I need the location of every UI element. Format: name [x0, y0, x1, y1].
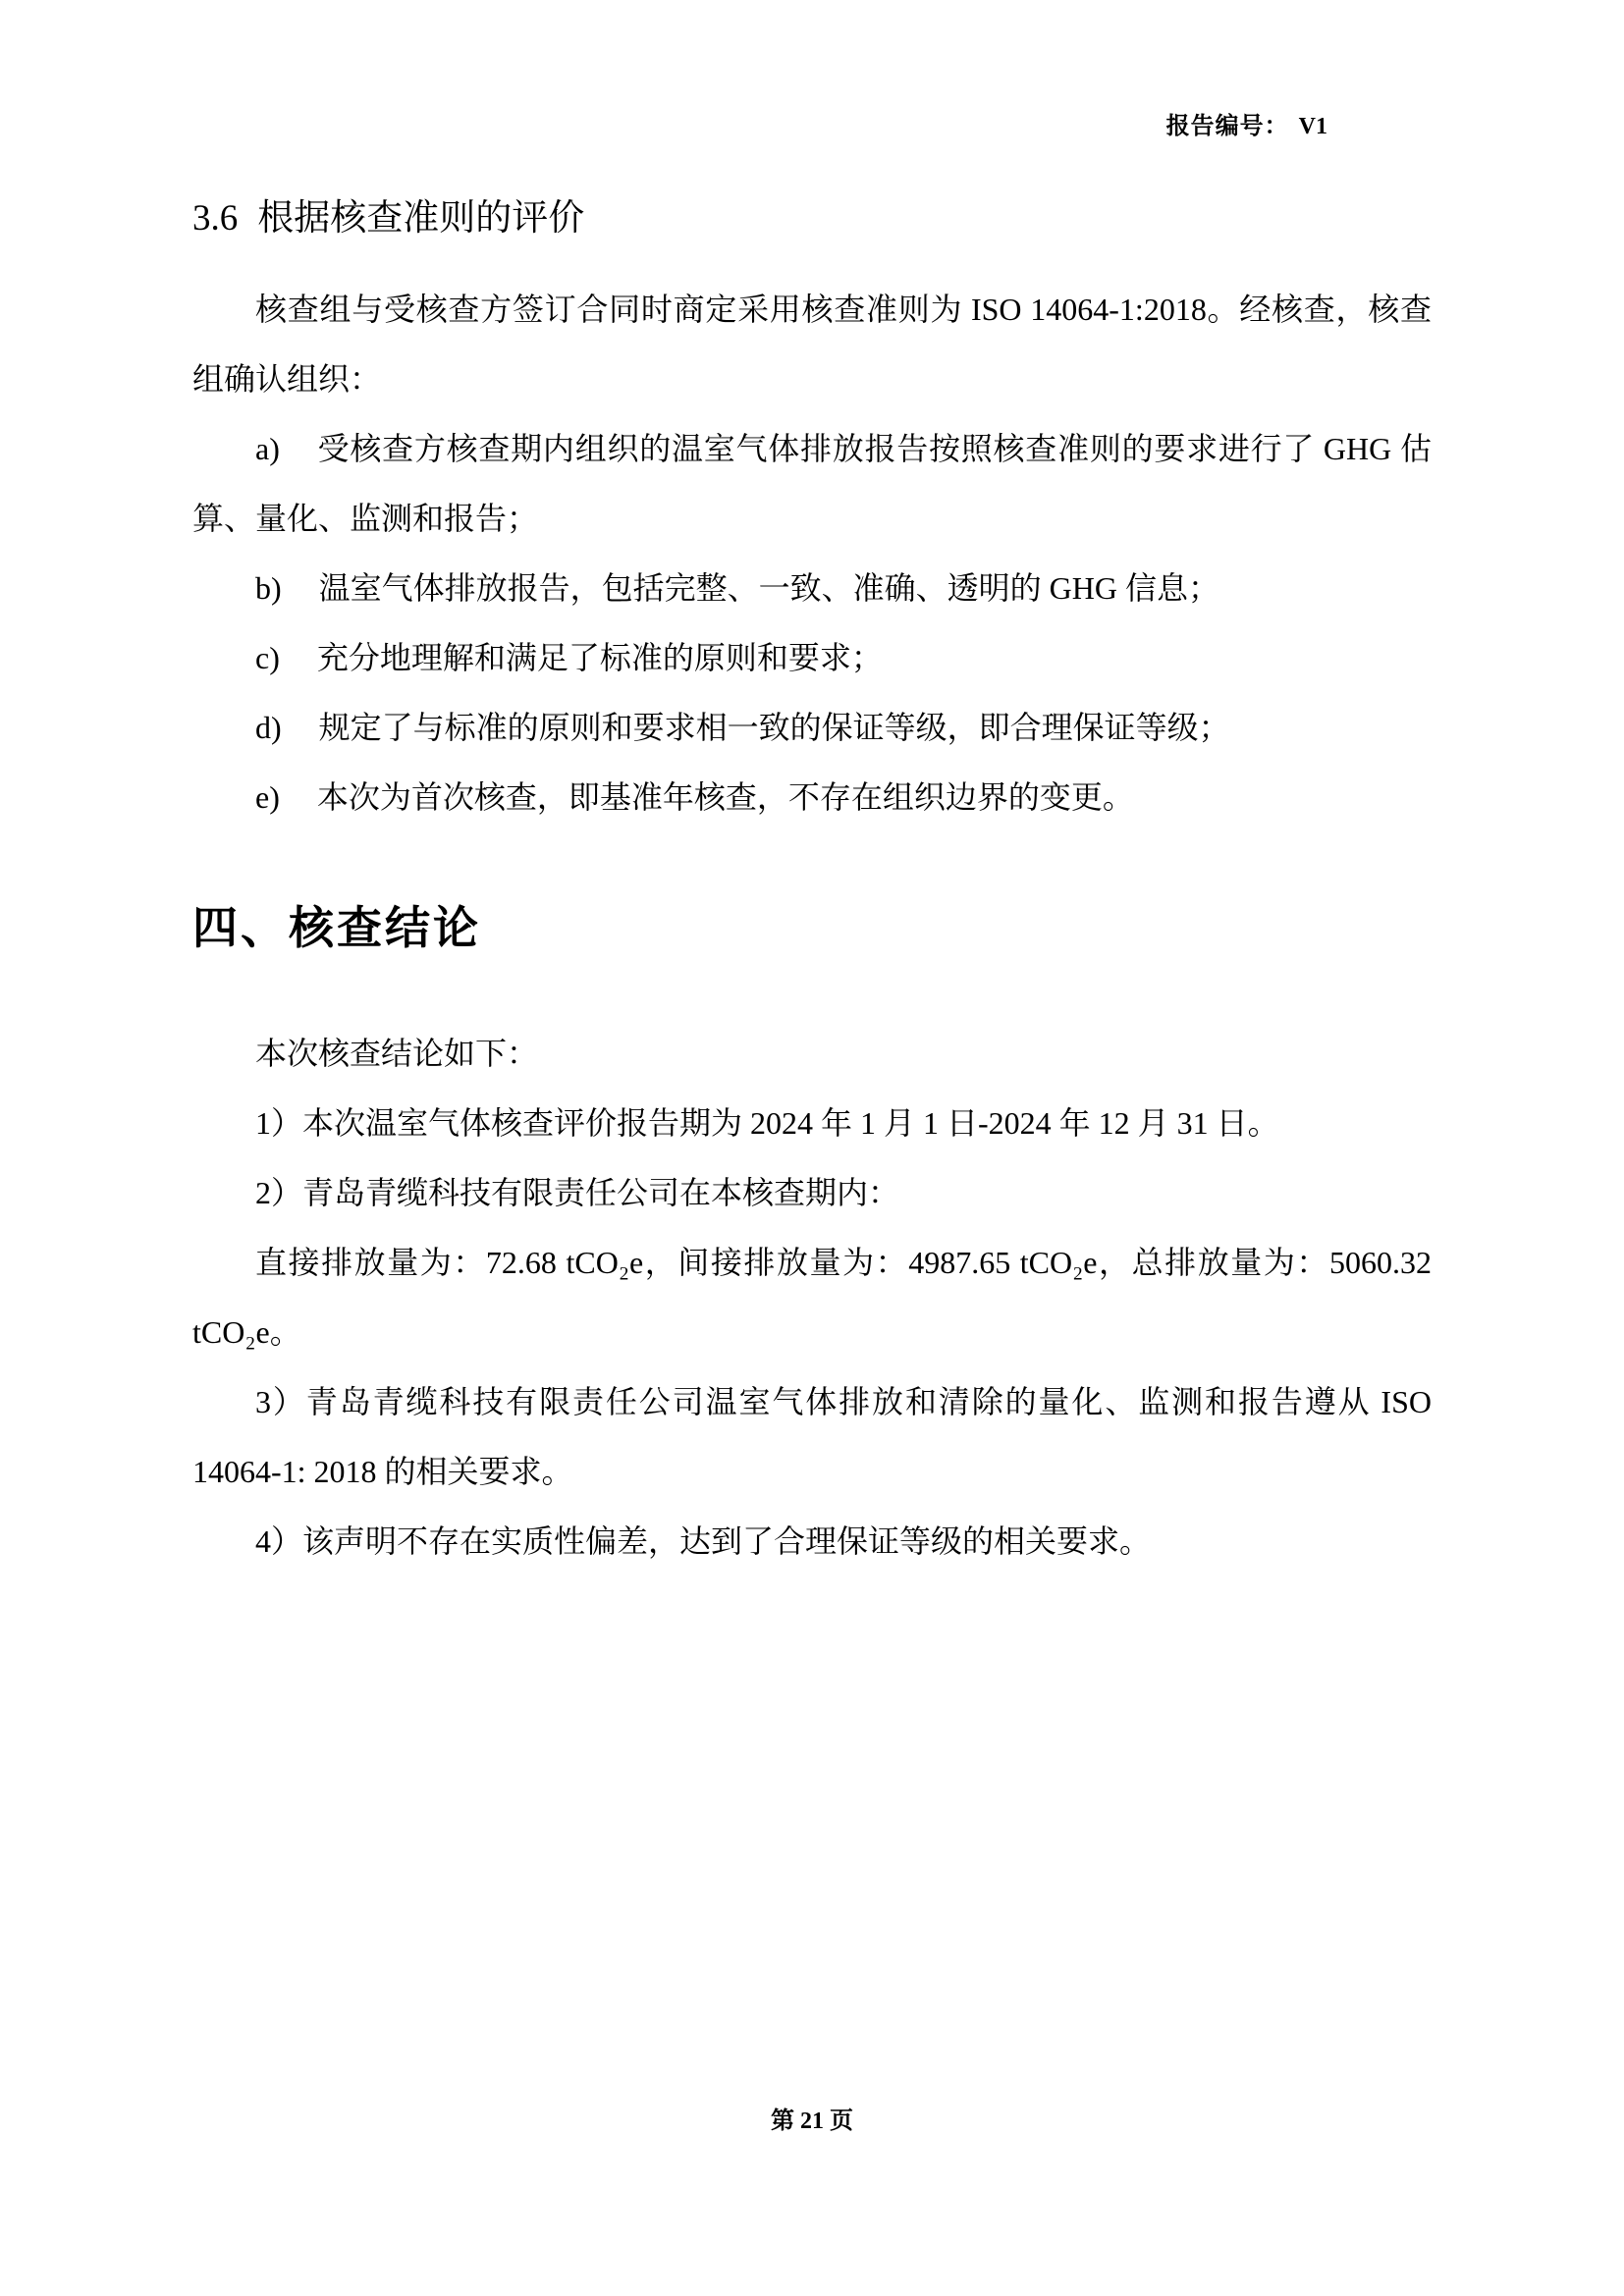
item-label-b: b) — [255, 570, 282, 606]
report-number-header — [0, 106, 1327, 140]
section-3-6-intro: 核查组与受核查方签订合同时商定采用核查准则为 ISO 14064-1:2018。经核查，核查组确认组织： — [192, 292, 1432, 397]
list-item-c — [192, 623, 1432, 693]
item-label-d: d) — [255, 710, 282, 745]
page-footer — [0, 2101, 1624, 2135]
list-item-d — [192, 693, 1432, 763]
page-content — [192, 185, 1432, 1576]
list-item-e — [192, 763, 1432, 832]
section-number: 3.6 — [192, 198, 239, 239]
conclusion-paragraph-2: 2）青岛青缆科技有限责任公司在本核查期内： — [255, 1175, 900, 1210]
item-label-c: c) — [255, 640, 280, 675]
report-number-label: 报告编号： — [1165, 113, 1289, 139]
item-label-a: a) — [255, 431, 280, 466]
conclusion-paragraph-1: 1）本次温室气体核查评价报告期为 2024 年 1 月 1 日-2024 年 12 月 31 日。 — [255, 1105, 1279, 1141]
conclusion-paragraph-emissions: 直接排放量为：72.68 tCO₂e，间接排放量为：4987.65 tCO₂e，总排放量为：5060.32 tCO₂e。 — [192, 1245, 1432, 1350]
chapter-4-heading: 四、核查结论 — [192, 902, 481, 953]
item-text-b: 温室气体排放报告，包括完整、一致、准确、透明的 GHG 信息； — [318, 570, 1219, 606]
conclusion-paragraph-3: 3）青岛青缆科技有限责任公司温室气体排放和清除的量化、监测和报告遵从 ISO 14064-1: 2018 的相关要求。 — [192, 1384, 1432, 1489]
list-item-a — [192, 414, 1432, 554]
page-number: 第 21 页 — [771, 2109, 853, 2134]
conclusion-lead: 本次核查结论如下： — [255, 1036, 539, 1071]
section-3-6-heading — [192, 185, 1432, 253]
item-text-a: 受核查方核查期内组织的温室气体排放报告按照核查准则的要求进行了 GHG 估算、量化、监测和报告； — [192, 431, 1432, 536]
section-title: 根据核查准则的评价 — [257, 198, 585, 239]
report-number-value: V1 — [1298, 114, 1327, 139]
item-label-e: e) — [255, 779, 280, 815]
item-text-d: 规定了与标准的原则和要求相一致的保证等级，即合理保证等级； — [318, 710, 1230, 745]
list-item-b — [192, 554, 1432, 623]
item-text-c: 充分地理解和满足了标准的原则和要求； — [316, 640, 883, 675]
item-text-e: 本次为首次核查，即基准年核查，不存在组织边界的变更。 — [316, 779, 1134, 815]
conclusion-paragraph-4: 4）该声明不存在实质性偏差，达到了合理保证等级的相关要求。 — [255, 1523, 1152, 1559]
